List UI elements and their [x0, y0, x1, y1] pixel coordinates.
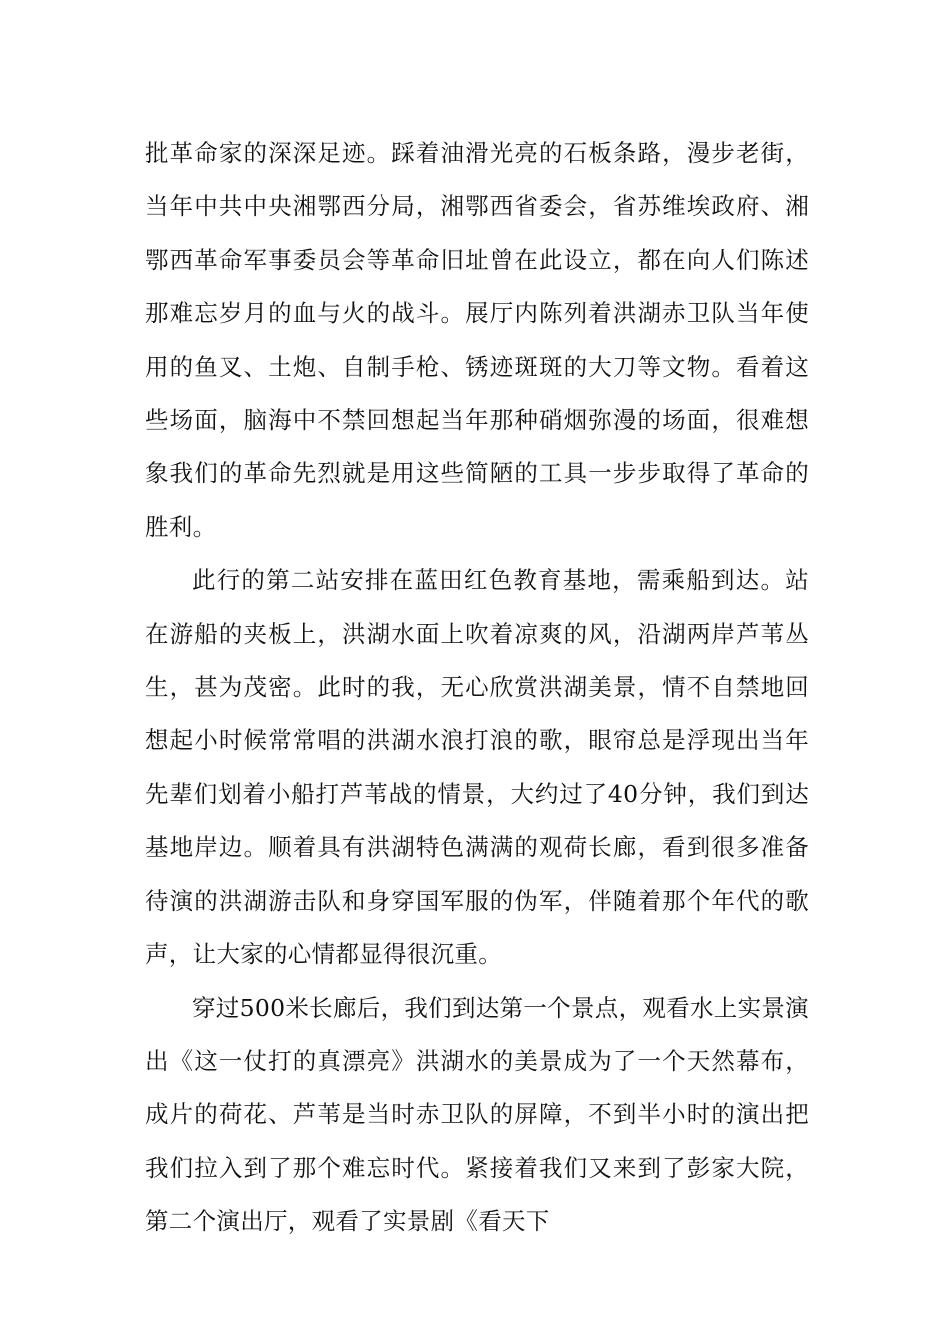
- paragraph-2: 此行的第二站安排在蓝田红色教育基地，需乘船到达。站在游船的夹板上，洪湖水面上吹着凉爽的风，沿湖两岸芦苇丛生，甚为茂密。此时的我，无心欣赏洪湖美景，情不自禁地回想起小时候常常唱的洪湖水浪打浪的歌，眼帘总是浮现出当年先辈们划着小船打芦苇战的情景，大约过了40分钟，我们到达基地岸边。顺着具有洪湖特色满满的观荷长廊，看到很多准备待演的洪湖游击队和身穿国军服的伪军，伴随着那个年代的歌声，让大家的心情都显得很沉重。: [145, 566, 809, 969]
- paragraph-1: 批革命家的深深足迹。踩着油滑光亮的石板条路，漫步老街，当年中共中央湘鄂西分局，湘鄂西省委会，省苏维埃政府、湘鄂西革命军事委员会等革命旧址曾在此设立，都在向人们陈述那难忘岁月的血与火的战斗。展厅内陈列着洪湖赤卫队当年使用的鱼叉、土炮、自制手枪、锈迹斑斑的大刀等文物。看着这些场面，脑海中不禁回想起当年那种硝烟弥漫的场面，很难想象我们的革命先烈就是用这些简陋的工具一步步取得了革命的胜利。: [145, 139, 809, 541]
- document-page: [145, 127, 809, 1249]
- paragraph-3: 穿过500米长廊后，我们到达第一个景点，观看水上实景演出《这一仗打的真漂亮》洪湖水的美景成为了一个天然幕布，成片的荷花、芦苇是当时赤卫队的屏障，不到半小时的演出把我们拉入到了那个难忘时代。紧接着我们又来到了彭家大院，第二个演出厅，观看了实景剧《看天下: [145, 993, 809, 1236]
